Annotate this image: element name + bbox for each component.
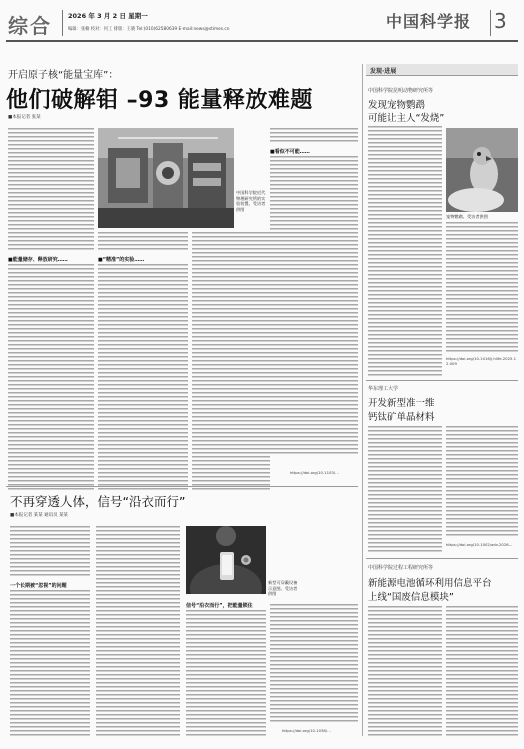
sidebar-item2-headline-1: 开发新型准一维 [368, 398, 435, 409]
sidebar-item3-headline-2: 上线“国废信息模块” [368, 592, 454, 603]
sidebar-divider-2 [366, 558, 518, 559]
story-divider [6, 486, 358, 487]
sidebar-item1-headline-1: 发现宠物鹦鹉 [368, 100, 426, 111]
main-body-col1-top [8, 128, 94, 252]
second-body-col1-bottom [10, 590, 90, 736]
wearable-device-photo [186, 526, 266, 594]
main-body-col2-top [98, 232, 188, 252]
sidebar-item3-body-left [368, 606, 442, 736]
sidebar-item3-headline-1: 新能源电池循环利用信息平台 [368, 578, 492, 589]
sidebar-item2-body-right [446, 426, 518, 538]
second-body-col3 [186, 610, 266, 736]
section-name: 综合 [8, 14, 52, 38]
sidebar-item1-org: 中国科学院昆明动物研究所等 [368, 88, 434, 94]
main-body-col4-bottom [270, 156, 358, 456]
main-source-note: https://doi.org/10.1103/… [290, 470, 339, 475]
second-byline: ■本报记者 某某 通讯员 某某 [10, 513, 69, 518]
second-body-col1-top [10, 526, 90, 578]
main-body-col3 [192, 232, 270, 492]
sidebar-divider-1 [366, 380, 518, 381]
second-source-note: https://doi.org/10.1038/… [282, 728, 331, 733]
lab-equipment-photo [98, 128, 234, 228]
sidebar-item1-headline-2: 可能让主人“发烧” [368, 113, 445, 124]
main-headline: 他们破解钼 –93 能量释放难题 [6, 88, 313, 113]
sidebar-item3-body-right [446, 606, 518, 736]
page-number: 3 [494, 9, 507, 33]
main-subhead-2: ■“精准”的实验…… [98, 257, 145, 263]
masthead-logo: 中国科学报 [386, 12, 472, 31]
issue-date: 2026 年 3 月 2 日 星期一 [68, 12, 148, 20]
sidebar-item2-source: https://doi.org/10.1002/adv.2026… [446, 542, 513, 547]
sidebar-item1-body-left [368, 126, 442, 376]
sidebar-item2-headline-2: 钙钛矿单晶材料 [368, 412, 435, 423]
header-divider-left [62, 10, 63, 36]
second-headline: 不再穿透人体，信号“沿衣而行” [10, 494, 186, 509]
second-body-col4 [270, 604, 358, 724]
sidebar-item1-source: https://doi.org/10.1016/j.hlife.2025.12.009 [446, 356, 517, 366]
main-subhead-1: ■能量储存、释放研究…… [8, 257, 68, 263]
second-body-col2 [96, 526, 180, 736]
second-photo-caption: 新型可穿戴设备示意图。受访者供图 [268, 580, 298, 596]
sidebar-separator [362, 64, 363, 736]
sidebar-section-label: 发现·进展 [370, 68, 397, 75]
main-body-col4-top [270, 128, 358, 144]
sidebar-item1-body-right [446, 222, 518, 352]
main-body-col2-bottom [98, 264, 188, 492]
second-subhead-2: 信号“沿衣而行”，把能量锁住 [186, 603, 253, 609]
sidebar-item3-org: 中国科学院过程工程研究所等 [368, 565, 434, 571]
main-body-col1-bottom [8, 264, 94, 492]
main-byline: ■本报记者 张某 [8, 115, 41, 120]
header-divider-right [490, 10, 491, 36]
second-subhead-1: 一个长期被“忽视”的问题 [10, 583, 67, 589]
sidebar-item2-org: 华东理工大学 [368, 386, 399, 392]
parrot-photo [446, 128, 518, 212]
main-photo-caption: 中国科学院近代物理研究所的实验装置。受访者供图 [236, 190, 266, 212]
header-rule [6, 40, 518, 42]
main-kicker: 开启原子核“能量宝库”： [8, 70, 119, 81]
main-subhead-3: ■看似不可能…… [270, 149, 310, 155]
editor-info: 编辑：张楠 校对：何工 排版：王晓 Tel:(010)62580639 E-mail:news@stimes.cn [68, 27, 230, 32]
sidebar-item2-body-left [368, 426, 442, 552]
sidebar-item1-photo-caption: 宠物鹦鹉。受访者供图 [446, 214, 488, 219]
